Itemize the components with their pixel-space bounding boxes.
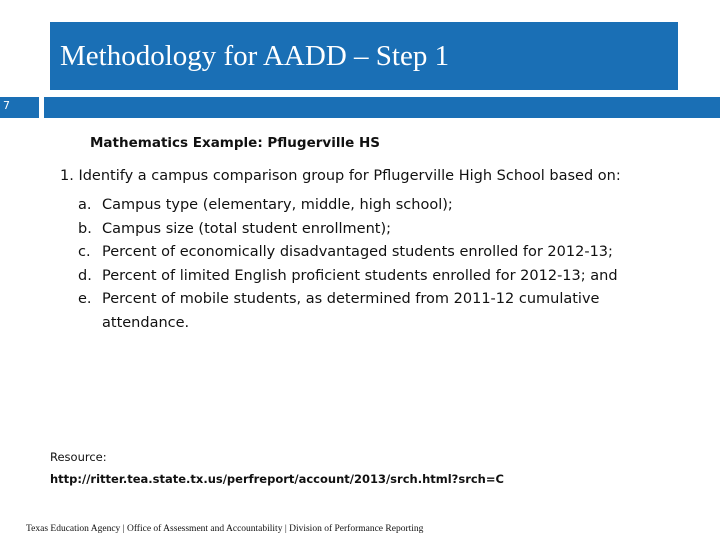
list-item-text: Campus size (total student enrollment); xyxy=(102,220,392,237)
criteria-list xyxy=(78,194,618,336)
slide-subtitle: Mathematics Example: Pflugerville HS xyxy=(90,135,380,151)
slide-number-box xyxy=(0,97,39,118)
list-marker: d. xyxy=(78,267,92,284)
list-item-text: Percent of economically disadvantaged students enrolled for 2012-13; xyxy=(102,244,613,261)
step-intro: 1. Identify a campus comparison group for Pflugerville High School based on: xyxy=(60,168,621,184)
resource-label: Resource: xyxy=(50,450,107,464)
list-marker: e. xyxy=(78,291,92,308)
list-item-text: attendance. xyxy=(102,314,190,331)
list-marker: b. xyxy=(78,220,92,237)
list-item xyxy=(78,218,618,242)
resource-link[interactable]: http://ritter.tea.state.tx.us/perfreport/account/2013/srch.html?srch=C xyxy=(50,472,504,486)
list-marker: a. xyxy=(78,197,92,213)
footer: Texas Education Agency | Office of Assessment and Accountability | Division of Performance Reporting xyxy=(26,524,424,534)
list-item-text: Campus type (elementary, middle, high school); xyxy=(102,197,453,213)
list-item-text: Percent of mobile students, as determined from 2011-12 cumulative xyxy=(102,291,600,308)
slide-number: 7 xyxy=(3,99,10,112)
accent-bar xyxy=(44,97,720,118)
list-item-text: Percent of limited English proficient students enrolled for 2012-13; and xyxy=(102,267,618,284)
list-marker: c. xyxy=(78,244,91,261)
title-bar xyxy=(50,22,678,90)
list-item xyxy=(78,194,618,218)
list-item xyxy=(78,288,618,312)
slide-title: Methodology for AADD – Step 1 xyxy=(60,40,450,72)
list-item xyxy=(78,241,618,265)
list-item-continuation xyxy=(78,312,618,336)
list-item xyxy=(78,265,618,289)
